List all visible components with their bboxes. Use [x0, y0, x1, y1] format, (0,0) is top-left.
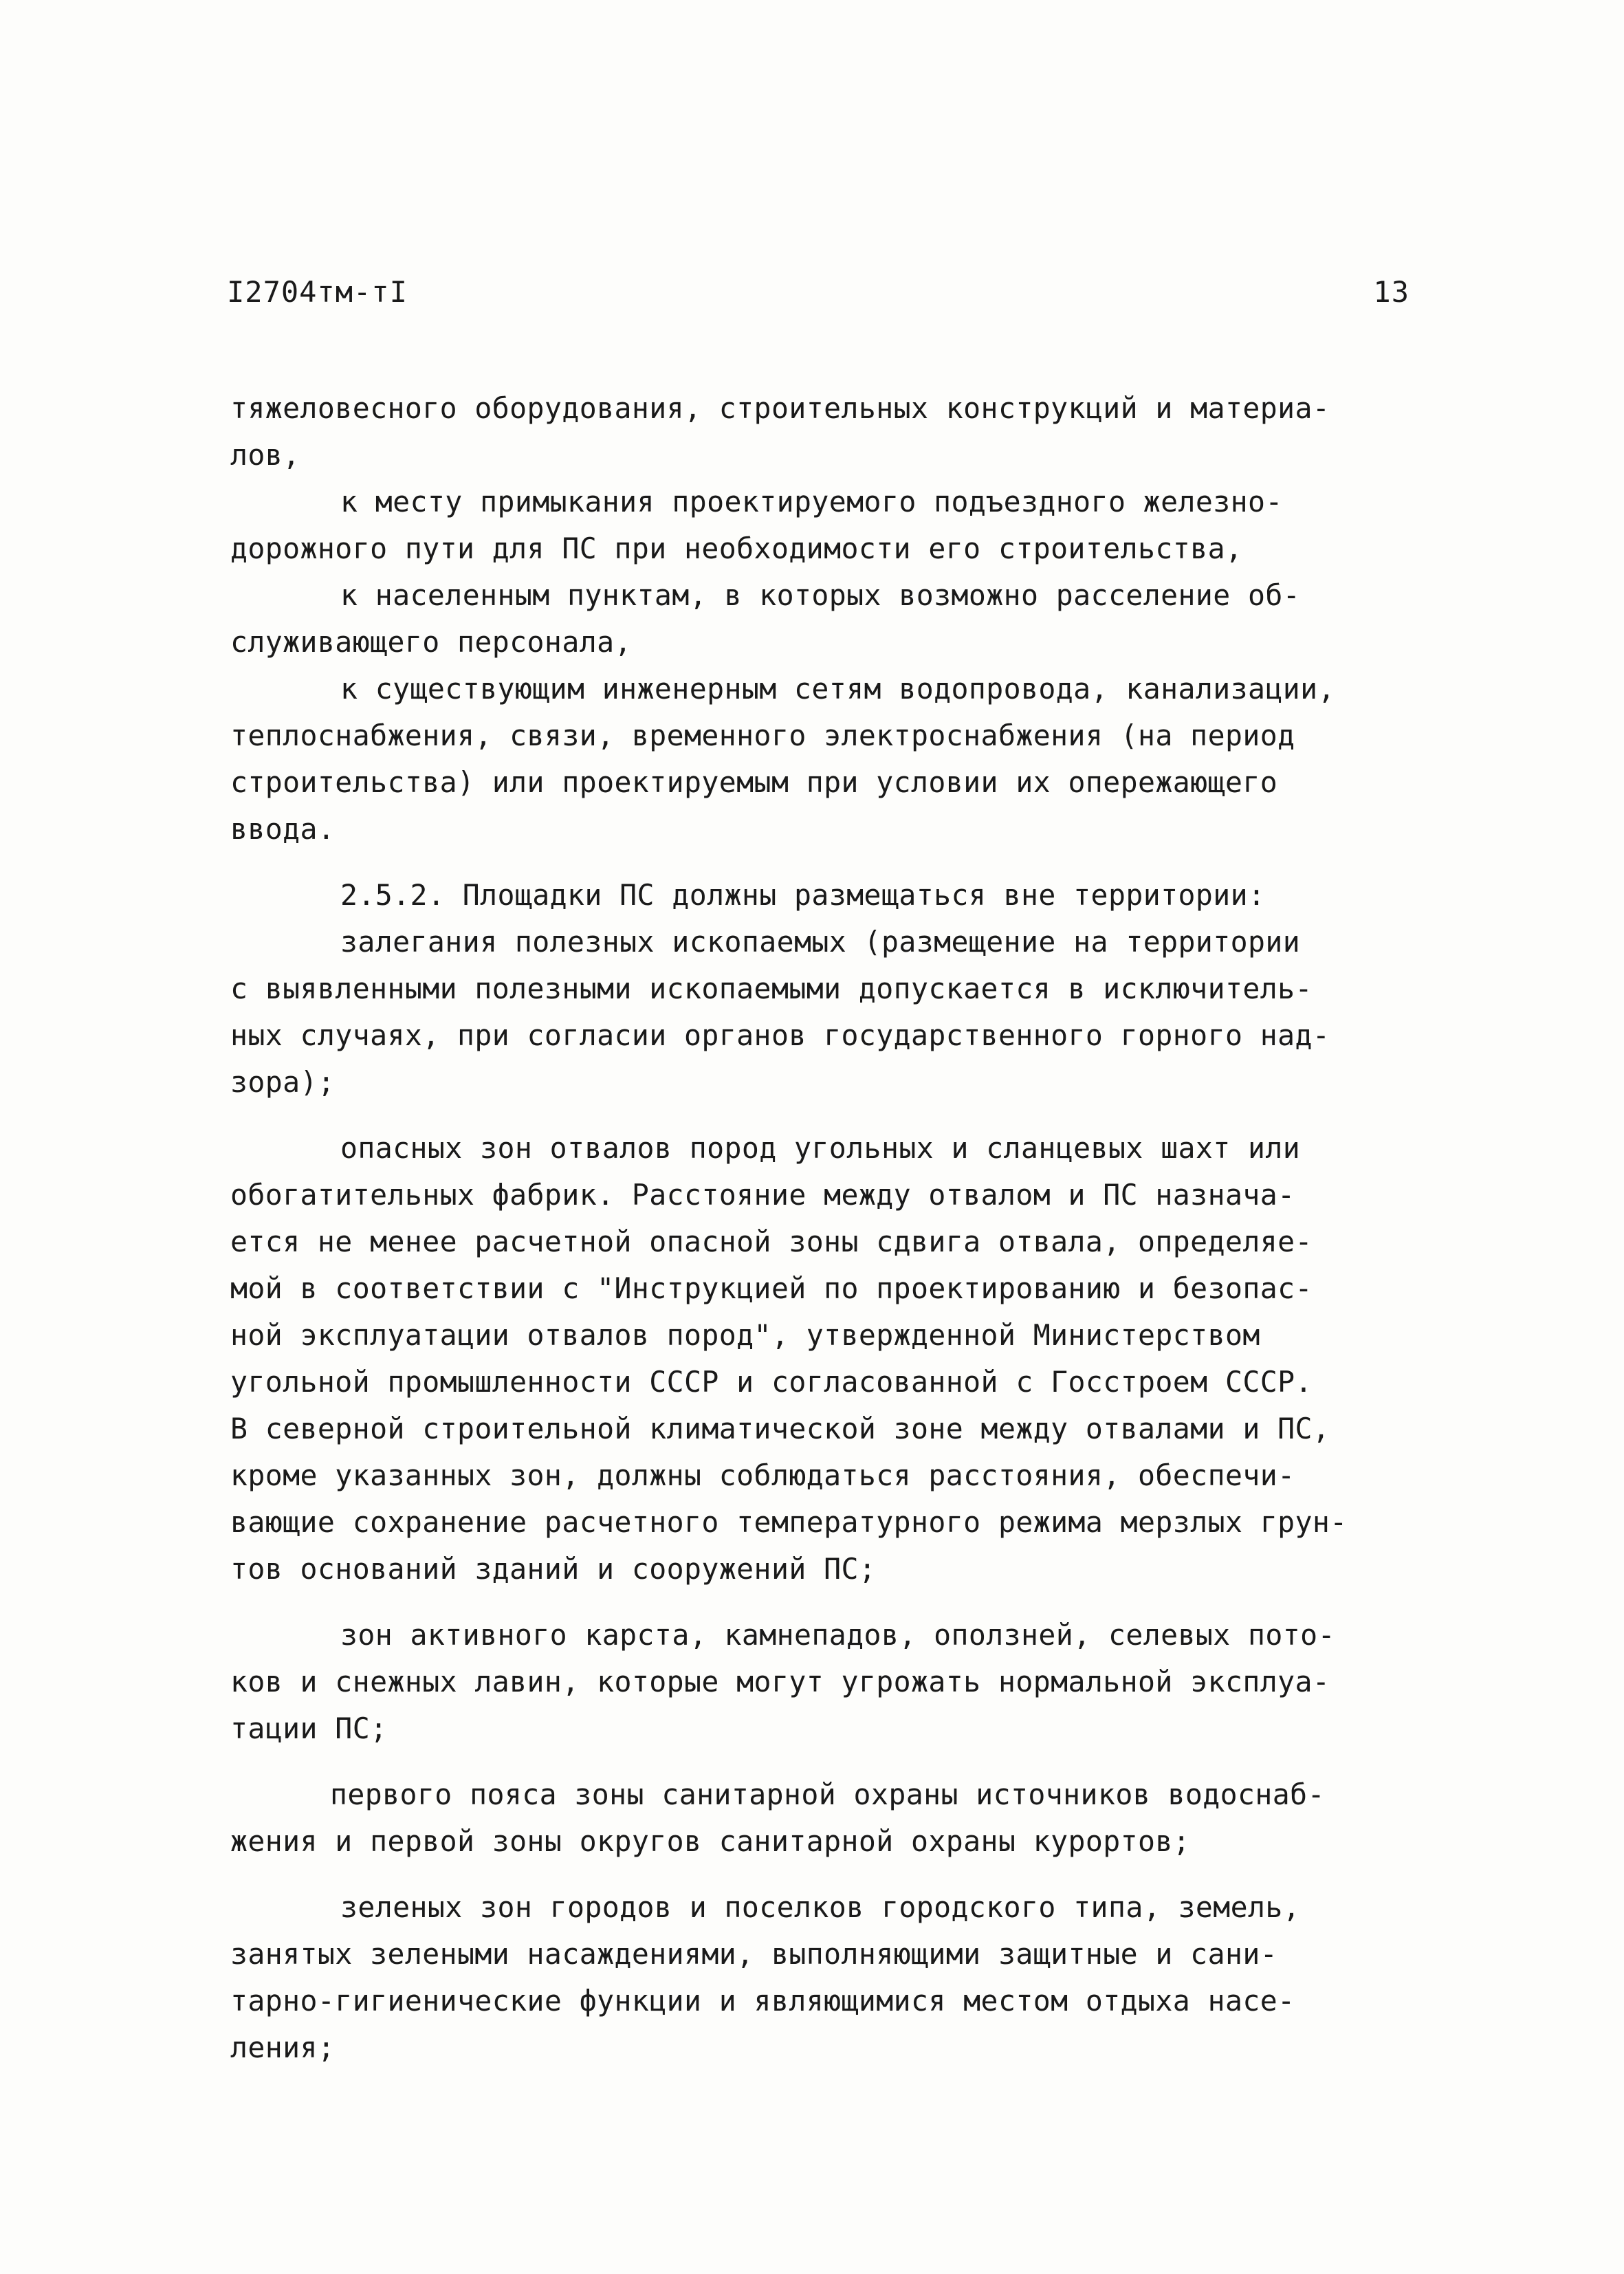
text-line: служивающего персонала, — [230, 625, 632, 659]
text-line: залегания полезных ископаемых (размещение на территории — [340, 925, 1301, 959]
text-line: обогатительных фабрик. Расстояние между отвалом и ПС назнача- — [230, 1178, 1295, 1212]
paragraph — [230, 1612, 1440, 1752]
paragraph — [230, 572, 1440, 666]
text-line: ков и снежных лавин, которые могут угрожать нормальной эксплуа- — [230, 1665, 1330, 1698]
text-line: опасных зон отвалов пород угольных и сланцевых шахт или — [340, 1131, 1301, 1165]
text-line: ввода. — [230, 812, 336, 846]
text-line: тарно-гигиенические функции и являющимися местом отдыха насе- — [230, 1984, 1295, 2018]
text-line: теплоснабжения, связи, временного электроснабжения (на период — [230, 719, 1295, 752]
text-line: кроме указанных зон, должны соблюдаться расстояния, обеспечи- — [230, 1458, 1295, 1492]
text-line: тов оснований зданий и сооружений ПС; — [230, 1552, 877, 1586]
paragraph — [230, 1771, 1440, 1865]
text-line: тации ПС; — [230, 1712, 388, 1745]
page-number: 13 — [1373, 275, 1409, 309]
text-line: с выявленными полезными ископаемыми допускается в исключитель- — [230, 972, 1313, 1005]
text-line: к существующим инженерным сетям водопровода, канализации, — [340, 672, 1335, 706]
text-line: ется не менее расчетной опасной зоны сдвига отвала, определяе- — [230, 1225, 1313, 1258]
text-line: занятых зелеными насаждениями, выполняющими защитные и сани- — [230, 1937, 1278, 1971]
text-line: строительства) или проектируемым при условии их опережающего — [230, 765, 1278, 799]
paragraph — [230, 479, 1440, 572]
text-line: 2.5.2. Площадки ПС должны размещаться вне территории: — [340, 878, 1266, 912]
text-line: угольной промышленности СССР и согласованной с Госстроем СССР. — [230, 1365, 1313, 1399]
text-line: В северной строительной климатической зоне между отвалами и ПС, — [230, 1412, 1330, 1445]
paragraph — [230, 1884, 1440, 2071]
text-line: жения и первой зоны округов санитарной охраны курортов; — [230, 1824, 1191, 1858]
text-line: тяжеловесного оборудования, строительных конструкций и материа- — [230, 391, 1330, 425]
paragraph — [230, 385, 1440, 479]
text-line: ной эксплуатации отвалов пород", утвержденной Министерством — [230, 1318, 1260, 1352]
text-line: зора); — [230, 1065, 336, 1099]
paragraph — [230, 919, 1440, 1106]
page-header — [227, 275, 1409, 316]
paragraph — [230, 1125, 1440, 1593]
text-line: ления; — [230, 2031, 336, 2064]
text-line: дорожного пути для ПС при необходимости его строительства, — [230, 532, 1243, 565]
paragraph — [230, 666, 1440, 853]
text-line: лов, — [230, 438, 300, 472]
text-line: мой в соответствии с "Инструкцией по проектированию и безопас- — [230, 1271, 1313, 1305]
document-code: I2704тм-тI — [227, 275, 408, 309]
body-text — [230, 385, 1440, 2071]
text-line: к населенным пунктам, в которых возможно расселение об- — [340, 578, 1301, 612]
text-line: вающие сохранение расчетного температурного режима мерзлых грун- — [230, 1505, 1348, 1539]
text-line: к месту примыкания проектируемого подъездного железно- — [340, 485, 1283, 518]
section-heading — [230, 872, 1440, 919]
text-line: ных случаях, при согласии органов государственного горного над- — [230, 1018, 1330, 1052]
text-line: зеленых зон городов и поселков городского типа, земель, — [340, 1890, 1301, 1924]
text-line: первого пояса зоны санитарной охраны источников водоснаб- — [330, 1778, 1325, 1811]
text-line: зон активного карста, камнепадов, оползней, селевых пото- — [340, 1618, 1335, 1652]
